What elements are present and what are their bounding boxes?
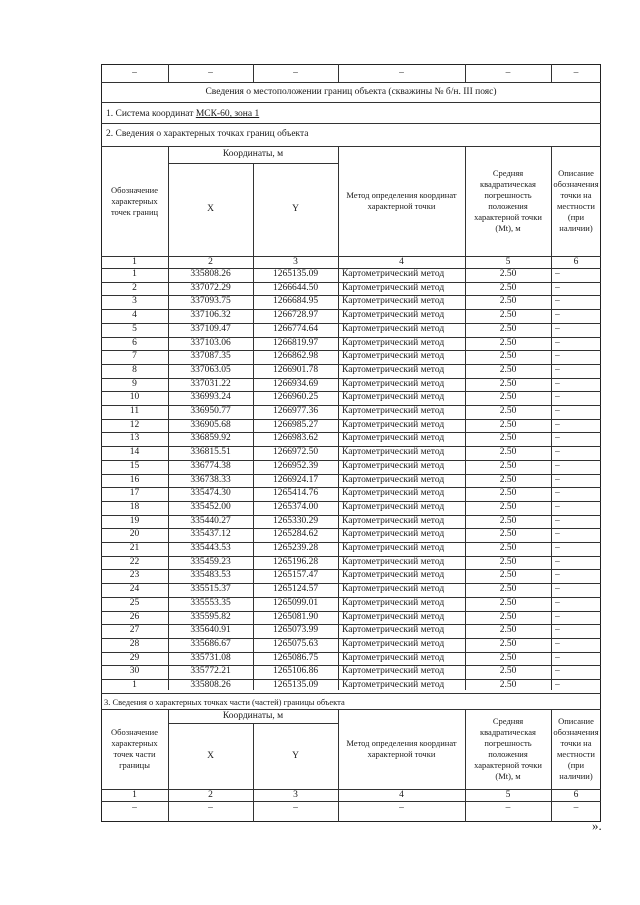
point-number: 9 — [132, 378, 137, 389]
header3-number: 4 — [399, 790, 404, 800]
point-number: 16 — [129, 474, 140, 485]
coord-y: 1266952.39 — [272, 460, 319, 471]
rms-error: 2.50 — [499, 323, 517, 334]
header-number: 3 — [293, 257, 298, 267]
coord-y: 1265374.00 — [272, 501, 319, 512]
coord-x: 335808.26 — [190, 269, 231, 279]
coord-x: 335483.53 — [190, 570, 231, 581]
top-row-cell: – — [399, 68, 404, 78]
rms-error: 2.50 — [499, 310, 517, 321]
method: Картометрический метод — [342, 638, 445, 649]
description: – — [555, 296, 560, 307]
header3-coordinates: Координаты, м — [222, 710, 284, 721]
rms-error: 2.50 — [499, 419, 517, 430]
point-number: 25 — [129, 597, 140, 608]
coord-y: 1266924.17 — [272, 474, 319, 485]
rms-error: 2.50 — [499, 625, 517, 636]
coord-x: 335686.67 — [190, 638, 231, 649]
point-number: 4 — [132, 310, 137, 321]
method: Картометрический метод — [342, 529, 445, 540]
coord-x: 335808.26 — [190, 680, 231, 690]
description: – — [555, 570, 560, 581]
point-number: 30 — [129, 666, 140, 677]
coord-y: 1266901.78 — [272, 364, 319, 375]
method: Картометрический метод — [342, 611, 445, 622]
header-coordinates: Координаты, м — [222, 149, 284, 159]
description: – — [555, 584, 560, 595]
header-number: 5 — [505, 257, 511, 267]
rms-error: 2.50 — [499, 433, 517, 444]
coord-x: 335515.37 — [190, 584, 231, 595]
coord-y: 1266684.95 — [272, 296, 319, 307]
method: Картометрический метод — [342, 433, 445, 444]
header-y: Y — [292, 204, 299, 214]
coord-x: 335437.12 — [190, 529, 231, 540]
method: Картометрический метод — [342, 323, 445, 334]
coord-x: 335474.30 — [190, 488, 231, 499]
coord-y: 1265075.63 — [272, 638, 319, 649]
rms-error: 2.50 — [499, 652, 517, 663]
point-number: 14 — [129, 447, 140, 458]
method: Картометрический метод — [342, 543, 445, 553]
coord-x: 335452.00 — [190, 501, 231, 512]
description: – — [555, 269, 560, 279]
coord-x: 337109.47 — [190, 323, 231, 334]
coord-x: 335553.35 — [190, 597, 231, 608]
description: – — [555, 433, 560, 444]
point-number: 6 — [132, 337, 137, 348]
top-row-divider — [465, 64, 466, 82]
rms-error: 2.50 — [499, 337, 517, 348]
rms-error: 2.50 — [499, 364, 517, 375]
coord-x: 337031.22 — [190, 378, 231, 389]
description: – — [555, 611, 560, 622]
method: Картометрический метод — [342, 666, 445, 677]
coord-x: 335440.27 — [190, 515, 231, 526]
method: Картометрический метод — [342, 282, 445, 293]
rms-error: 2.50 — [499, 488, 517, 499]
bottom-row-cell: – — [505, 803, 511, 813]
point-number: 19 — [129, 515, 140, 526]
header-x: X — [207, 204, 214, 214]
header3-designation: Обозначение характерных точек части границы — [111, 727, 158, 770]
top-row-divider — [168, 64, 169, 82]
header3-x: X — [207, 750, 214, 761]
coord-y: 1266728.97 — [272, 310, 319, 321]
top-row-cell: – — [293, 68, 298, 78]
coord-x: 337072.29 — [190, 282, 231, 293]
method: Картометрический метод — [342, 364, 445, 375]
header-number: 4 — [399, 257, 404, 267]
point-number: 12 — [129, 419, 140, 430]
point-number: 10 — [129, 392, 140, 403]
description: – — [555, 323, 560, 334]
description: – — [555, 419, 560, 430]
rms-error: 2.50 — [499, 584, 517, 595]
method: Картометрический метод — [342, 515, 445, 526]
description: – — [555, 337, 560, 348]
description: – — [555, 392, 560, 403]
header3-number: 6 — [573, 790, 579, 800]
rms-error: 2.50 — [499, 474, 517, 485]
description: – — [555, 680, 560, 690]
rms-error: 2.50 — [499, 529, 517, 540]
method: Картометрический метод — [342, 460, 445, 471]
method: Картометрический метод — [342, 584, 445, 595]
coord-x: 336905.68 — [190, 419, 231, 430]
description: – — [555, 282, 560, 293]
rms-error: 2.50 — [499, 666, 517, 677]
method: Картометрический метод — [342, 351, 445, 362]
coord-system-label: 1. Система координат — [106, 109, 194, 119]
header3-method: Метод определения координат характерной точки — [346, 738, 457, 759]
coord-y: 1265099.01 — [272, 597, 319, 608]
rms-error: 2.50 — [499, 392, 517, 403]
coord-y: 1266774.64 — [272, 323, 319, 334]
coord-y: 1265073.99 — [272, 625, 319, 636]
header3-number: 3 — [293, 790, 298, 800]
coord-y: 1266983.62 — [272, 433, 319, 444]
description: – — [555, 625, 560, 636]
coord-y: 1265414.76 — [272, 488, 319, 499]
rms-error: 2.50 — [499, 680, 517, 690]
coord-y: 1266985.27 — [272, 419, 319, 430]
row-divider — [101, 693, 601, 694]
description: – — [555, 652, 560, 663]
coord-x: 335640.91 — [190, 625, 231, 636]
top-row-cell: – — [505, 68, 511, 78]
divider-top-row — [101, 82, 601, 83]
coord-y: 1265239.28 — [272, 543, 319, 553]
rms-error: 2.50 — [499, 556, 517, 567]
bottom-row-cell: – — [399, 803, 404, 813]
method: Картометрический метод — [342, 501, 445, 512]
rms-error: 2.50 — [499, 269, 517, 279]
coord-x: 336774.38 — [190, 460, 231, 471]
point-number: 2 — [132, 282, 137, 293]
description: – — [555, 515, 560, 526]
header-number: 2 — [208, 257, 213, 267]
point-number: 8 — [132, 364, 137, 375]
coord-x: 336815.51 — [190, 447, 231, 458]
coord-y: 1266977.36 — [272, 406, 319, 416]
point-number: 22 — [129, 556, 140, 567]
description: – — [555, 638, 560, 649]
coord-y: 1266819.97 — [272, 337, 319, 348]
coord-y: 1265124.57 — [272, 584, 319, 595]
coord-x: 336950.77 — [190, 406, 231, 416]
bottom-row-cell: – — [208, 803, 213, 813]
top-row-divider — [253, 64, 254, 82]
description: – — [555, 447, 560, 458]
coord-x: 337106.32 — [190, 310, 231, 321]
point-number: 27 — [129, 625, 140, 636]
rms-error: 2.50 — [499, 447, 517, 458]
bottom-row-cell: – — [573, 803, 579, 813]
coord-x: 336859.92 — [190, 433, 231, 444]
coord-y: 1265081.90 — [272, 611, 319, 622]
description: – — [555, 378, 560, 389]
header3-error: Средняя квадратическая погрешность положения характерной точки (Mt), м — [474, 716, 542, 781]
header-error: Средняя квадратическая погрешность положения характерной точки (Mt), м — [474, 168, 542, 233]
rms-error: 2.50 — [499, 597, 517, 608]
method: Картометрический метод — [342, 680, 445, 690]
header3-number: 5 — [505, 790, 511, 800]
section2-title: 2. Сведения о характерных точках границ объекта — [106, 129, 309, 139]
coord-x: 336993.24 — [190, 392, 231, 403]
point-number: 11 — [129, 406, 140, 416]
header-description: Описание обозначения точки на местности (при наличии) — [553, 168, 599, 233]
top-row-divider — [338, 64, 339, 82]
coord-y: 1265196.28 — [272, 556, 319, 567]
description: – — [555, 556, 560, 567]
description: – — [555, 460, 560, 471]
rms-error: 2.50 — [499, 351, 517, 362]
coord-y: 1265135.09 — [272, 680, 319, 690]
method: Картометрический метод — [342, 269, 445, 279]
point-number: 20 — [129, 529, 140, 540]
rms-error: 2.50 — [499, 460, 517, 471]
coord-system — [106, 109, 596, 120]
coord-y: 1265106.86 — [272, 666, 319, 677]
method: Картометрический метод — [342, 392, 445, 403]
coord-x: 337087.35 — [190, 351, 231, 362]
header3-number: 1 — [132, 790, 137, 800]
method: Картометрический метод — [342, 310, 445, 321]
description: – — [555, 529, 560, 540]
rms-error: 2.50 — [499, 378, 517, 389]
coord-x: 336738.33 — [190, 474, 231, 485]
point-number: 17 — [129, 488, 140, 499]
coord-y: 1266644.50 — [272, 282, 319, 293]
rms-error: 2.50 — [499, 543, 517, 553]
description: – — [555, 351, 560, 362]
rms-error: 2.50 — [499, 570, 517, 581]
rms-error: 2.50 — [499, 282, 517, 293]
coord-x: 335595.82 — [190, 611, 231, 622]
coord-y: 1265086.75 — [272, 652, 319, 663]
rms-error: 2.50 — [499, 501, 517, 512]
coord-x: 337093.75 — [190, 296, 231, 307]
header-number: 6 — [573, 257, 579, 267]
section3-title: 3. Сведения о характерных точках части (частей) границы объекта — [104, 697, 345, 707]
description: – — [555, 474, 560, 485]
method: Картометрический метод — [342, 296, 445, 307]
coord-x: 335443.53 — [190, 543, 231, 553]
description: – — [555, 310, 560, 321]
coord-y: 1266934.69 — [272, 378, 319, 389]
method: Картометрический метод — [342, 570, 445, 581]
point-number: 23 — [129, 570, 140, 581]
coord-y: 1266960.25 — [272, 392, 319, 403]
method: Картометрический метод — [342, 406, 445, 416]
method: Картометрический метод — [342, 625, 445, 636]
point-number: 5 — [132, 323, 137, 334]
rms-error: 2.50 — [499, 406, 517, 416]
point-number: 1 — [132, 680, 137, 690]
method: Картометрический метод — [342, 652, 445, 663]
coord-y: 1265135.09 — [272, 269, 319, 279]
rms-error: 2.50 — [499, 296, 517, 307]
top-row-divider — [551, 64, 552, 82]
description: – — [555, 543, 560, 553]
divider-section-title — [101, 102, 601, 103]
top-row-cell: – — [132, 68, 137, 78]
point-number: 13 — [129, 433, 140, 444]
header3-y: Y — [292, 750, 299, 761]
header-method: Метод определения координат характерной точки — [346, 190, 457, 211]
point-number: 18 — [129, 501, 140, 512]
coord-y: 1266862.98 — [272, 351, 319, 362]
description: – — [555, 501, 560, 512]
coord-x: 335459.23 — [190, 556, 231, 567]
method: Картометрический метод — [342, 447, 445, 458]
description: – — [555, 406, 560, 416]
method: Картометрический метод — [342, 556, 445, 567]
divider-coord-system — [101, 123, 601, 124]
coord-y: 1265157.47 — [272, 570, 319, 581]
rms-error: 2.50 — [499, 515, 517, 526]
coord-system-value: МСК-60, зона 1 — [195, 109, 260, 119]
method: Картометрический метод — [342, 419, 445, 430]
point-number: 3 — [132, 296, 137, 307]
coord-x: 337103.06 — [190, 337, 231, 348]
point-number: 29 — [129, 652, 140, 663]
top-row-cell: – — [573, 68, 579, 78]
coord-y: 1265284.62 — [272, 529, 319, 540]
rms-error: 2.50 — [499, 638, 517, 649]
top-row-cell: – — [208, 68, 213, 78]
header-designation: Обозначение характерных точек границ — [110, 184, 159, 217]
header3-description: Описание обозначения точки на местности (при наличии) — [553, 716, 599, 781]
coord-x: 337063.05 — [190, 364, 231, 375]
section-title: Сведения о местоположении границ объекта (скважины № б/н. III пояс) — [205, 87, 497, 97]
method: Картометрический метод — [342, 488, 445, 499]
closing-mark: ». — [592, 818, 602, 833]
description: – — [555, 597, 560, 608]
coord-y: 1266972.50 — [272, 447, 319, 458]
bottom-row-cell: – — [132, 803, 137, 813]
coord-y: 1265330.29 — [272, 515, 319, 526]
coord-x: 335731.08 — [190, 652, 231, 663]
description: – — [555, 364, 560, 375]
description: – — [555, 488, 560, 499]
point-number: 1 — [132, 269, 137, 279]
point-number: 21 — [129, 543, 140, 553]
point-number: 7 — [132, 351, 137, 362]
method: Картометрический метод — [342, 597, 445, 608]
point-number: 28 — [129, 638, 140, 649]
bottom-row-cell: – — [293, 803, 298, 813]
header-number: 1 — [132, 257, 137, 267]
point-number: 15 — [129, 460, 140, 471]
coord-x: 335772.21 — [190, 666, 231, 677]
header3-number: 2 — [208, 790, 213, 800]
point-number: 26 — [129, 611, 140, 622]
description: – — [555, 666, 560, 677]
method: Картометрический метод — [342, 474, 445, 485]
method: Картометрический метод — [342, 337, 445, 348]
point-number: 24 — [129, 584, 140, 595]
rms-error: 2.50 — [499, 611, 517, 622]
method: Картометрический метод — [342, 378, 445, 389]
